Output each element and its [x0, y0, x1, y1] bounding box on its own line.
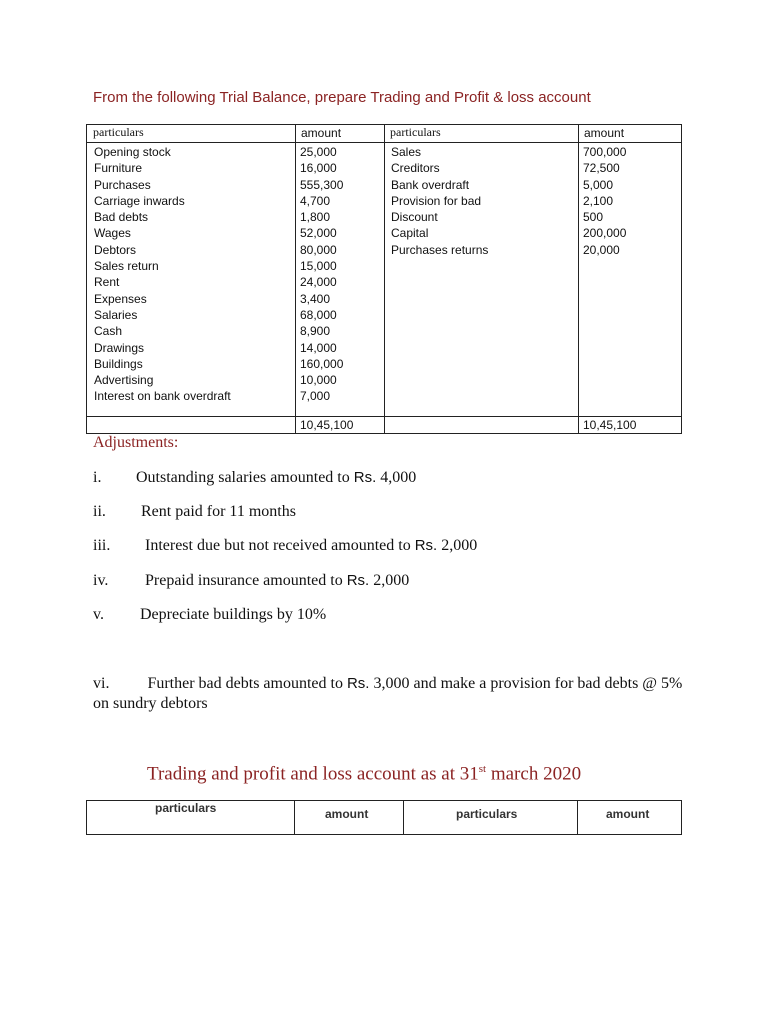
credit-amount: 200,000	[583, 226, 627, 241]
pl-header-amount: amount	[606, 807, 650, 821]
credit-amount: 500	[583, 210, 604, 225]
debit-amount: 4,700	[300, 193, 331, 208]
debit-amount-column	[300, 144, 343, 405]
debit-item: Purchases	[94, 177, 151, 192]
credit-item: Discount	[391, 210, 438, 225]
debit-item: Expenses	[94, 291, 147, 306]
credit-amount: 5,000	[583, 177, 614, 192]
debit-amount: 24,000	[300, 275, 337, 290]
debit-item: Rent	[94, 275, 120, 290]
debit-amount: 52,000	[300, 226, 337, 241]
pl-account-title: Trading and profit and loss account as at 31st march 2020	[147, 763, 582, 785]
adjustment-number: iv.	[93, 572, 109, 589]
header-debit-particulars: particulars	[93, 125, 144, 139]
debit-item: Sales return	[94, 259, 159, 274]
debit-particulars-column	[94, 144, 231, 405]
debit-amount: 1,800	[300, 210, 331, 225]
debit-amount: 80,000	[300, 242, 337, 257]
header-credit-amount: amount	[584, 126, 625, 140]
debit-item: Advertising	[94, 373, 154, 388]
adjustment-item	[93, 674, 683, 714]
credit-item: Creditors	[391, 161, 440, 176]
debit-item: Cash	[94, 324, 123, 339]
credit-particulars-column	[391, 144, 488, 258]
credit-amount: 2,100	[583, 193, 614, 208]
adjustment-number: iii.	[93, 537, 111, 554]
debit-item: Salaries	[94, 307, 138, 322]
trial-balance-table	[86, 124, 682, 434]
header-debit-amount: amount	[301, 126, 342, 140]
debit-item: Bad debts	[94, 210, 149, 225]
adjustments-heading: Adjustments:	[93, 434, 179, 451]
adjustment-number: ii.	[93, 503, 106, 520]
debit-item: Interest on bank overdraft	[94, 389, 231, 404]
credit-item: Provision for bad	[391, 193, 482, 208]
debit-item: Carriage inwards	[94, 193, 185, 208]
debit-item: Buildings	[94, 356, 143, 371]
pl-header-particulars: particulars	[456, 807, 518, 821]
adjustment-number: v.	[93, 606, 104, 623]
credit-item: Sales	[391, 145, 422, 159]
adjustment-text: Outstanding salaries amounted to Rs. 4,000	[136, 469, 417, 486]
adjustment-text: Depreciate buildings by 10%	[140, 606, 327, 623]
debit-amount: 14,000	[300, 340, 337, 355]
credit-amount: 20,000	[583, 242, 620, 257]
debit-item: Drawings	[94, 340, 145, 355]
debit-total: 10,45,100	[300, 418, 354, 432]
adjustment-text: Rent paid for 11 months	[141, 503, 296, 520]
debit-amount: 3,400	[300, 291, 331, 306]
credit-item: Capital	[391, 226, 429, 241]
adjustment-text: Further bad debts amounted to Rs. 3,000 and make a provision for bad debts @ 5% on sundry debtors	[93, 675, 683, 712]
page-title: From the following Trial Balance, prepare Trading and Profit & loss account	[93, 89, 591, 106]
credit-amount: 700,000	[583, 145, 627, 159]
debit-item: Debtors	[94, 242, 137, 257]
pl-header-particulars: particulars	[155, 801, 217, 815]
credit-amount: 72,500	[583, 161, 620, 176]
debit-amount: 15,000	[300, 259, 337, 274]
debit-amount: 7,000	[300, 389, 331, 404]
credit-amount-column	[583, 144, 626, 258]
debit-item: Furniture	[94, 161, 143, 176]
debit-amount: 16,000	[300, 161, 337, 176]
debit-amount: 25,000	[300, 145, 337, 159]
debit-item: Opening stock	[94, 145, 171, 159]
credit-item: Purchases returns	[391, 242, 489, 257]
debit-amount: 8,900	[300, 324, 331, 339]
pl-header-amount: amount	[325, 807, 369, 821]
adjustment-text: Prepaid insurance amounted to Rs. 2,000	[145, 572, 410, 589]
adjustment-text: Interest due but not received amounted to Rs. 2,000	[145, 537, 478, 554]
credit-item: Bank overdraft	[391, 177, 470, 192]
debit-amount: 10,000	[300, 373, 337, 388]
adjustment-number: i.	[93, 469, 102, 486]
credit-total: 10,45,100	[583, 418, 637, 432]
pl-account-table	[86, 800, 682, 835]
debit-item: Wages	[94, 226, 131, 241]
debit-amount: 68,000	[300, 307, 337, 322]
debit-amount: 160,000	[300, 356, 344, 371]
debit-amount: 555,300	[300, 177, 344, 192]
adjustment-number: vi.	[93, 675, 110, 692]
header-credit-particulars: particulars	[390, 125, 441, 139]
